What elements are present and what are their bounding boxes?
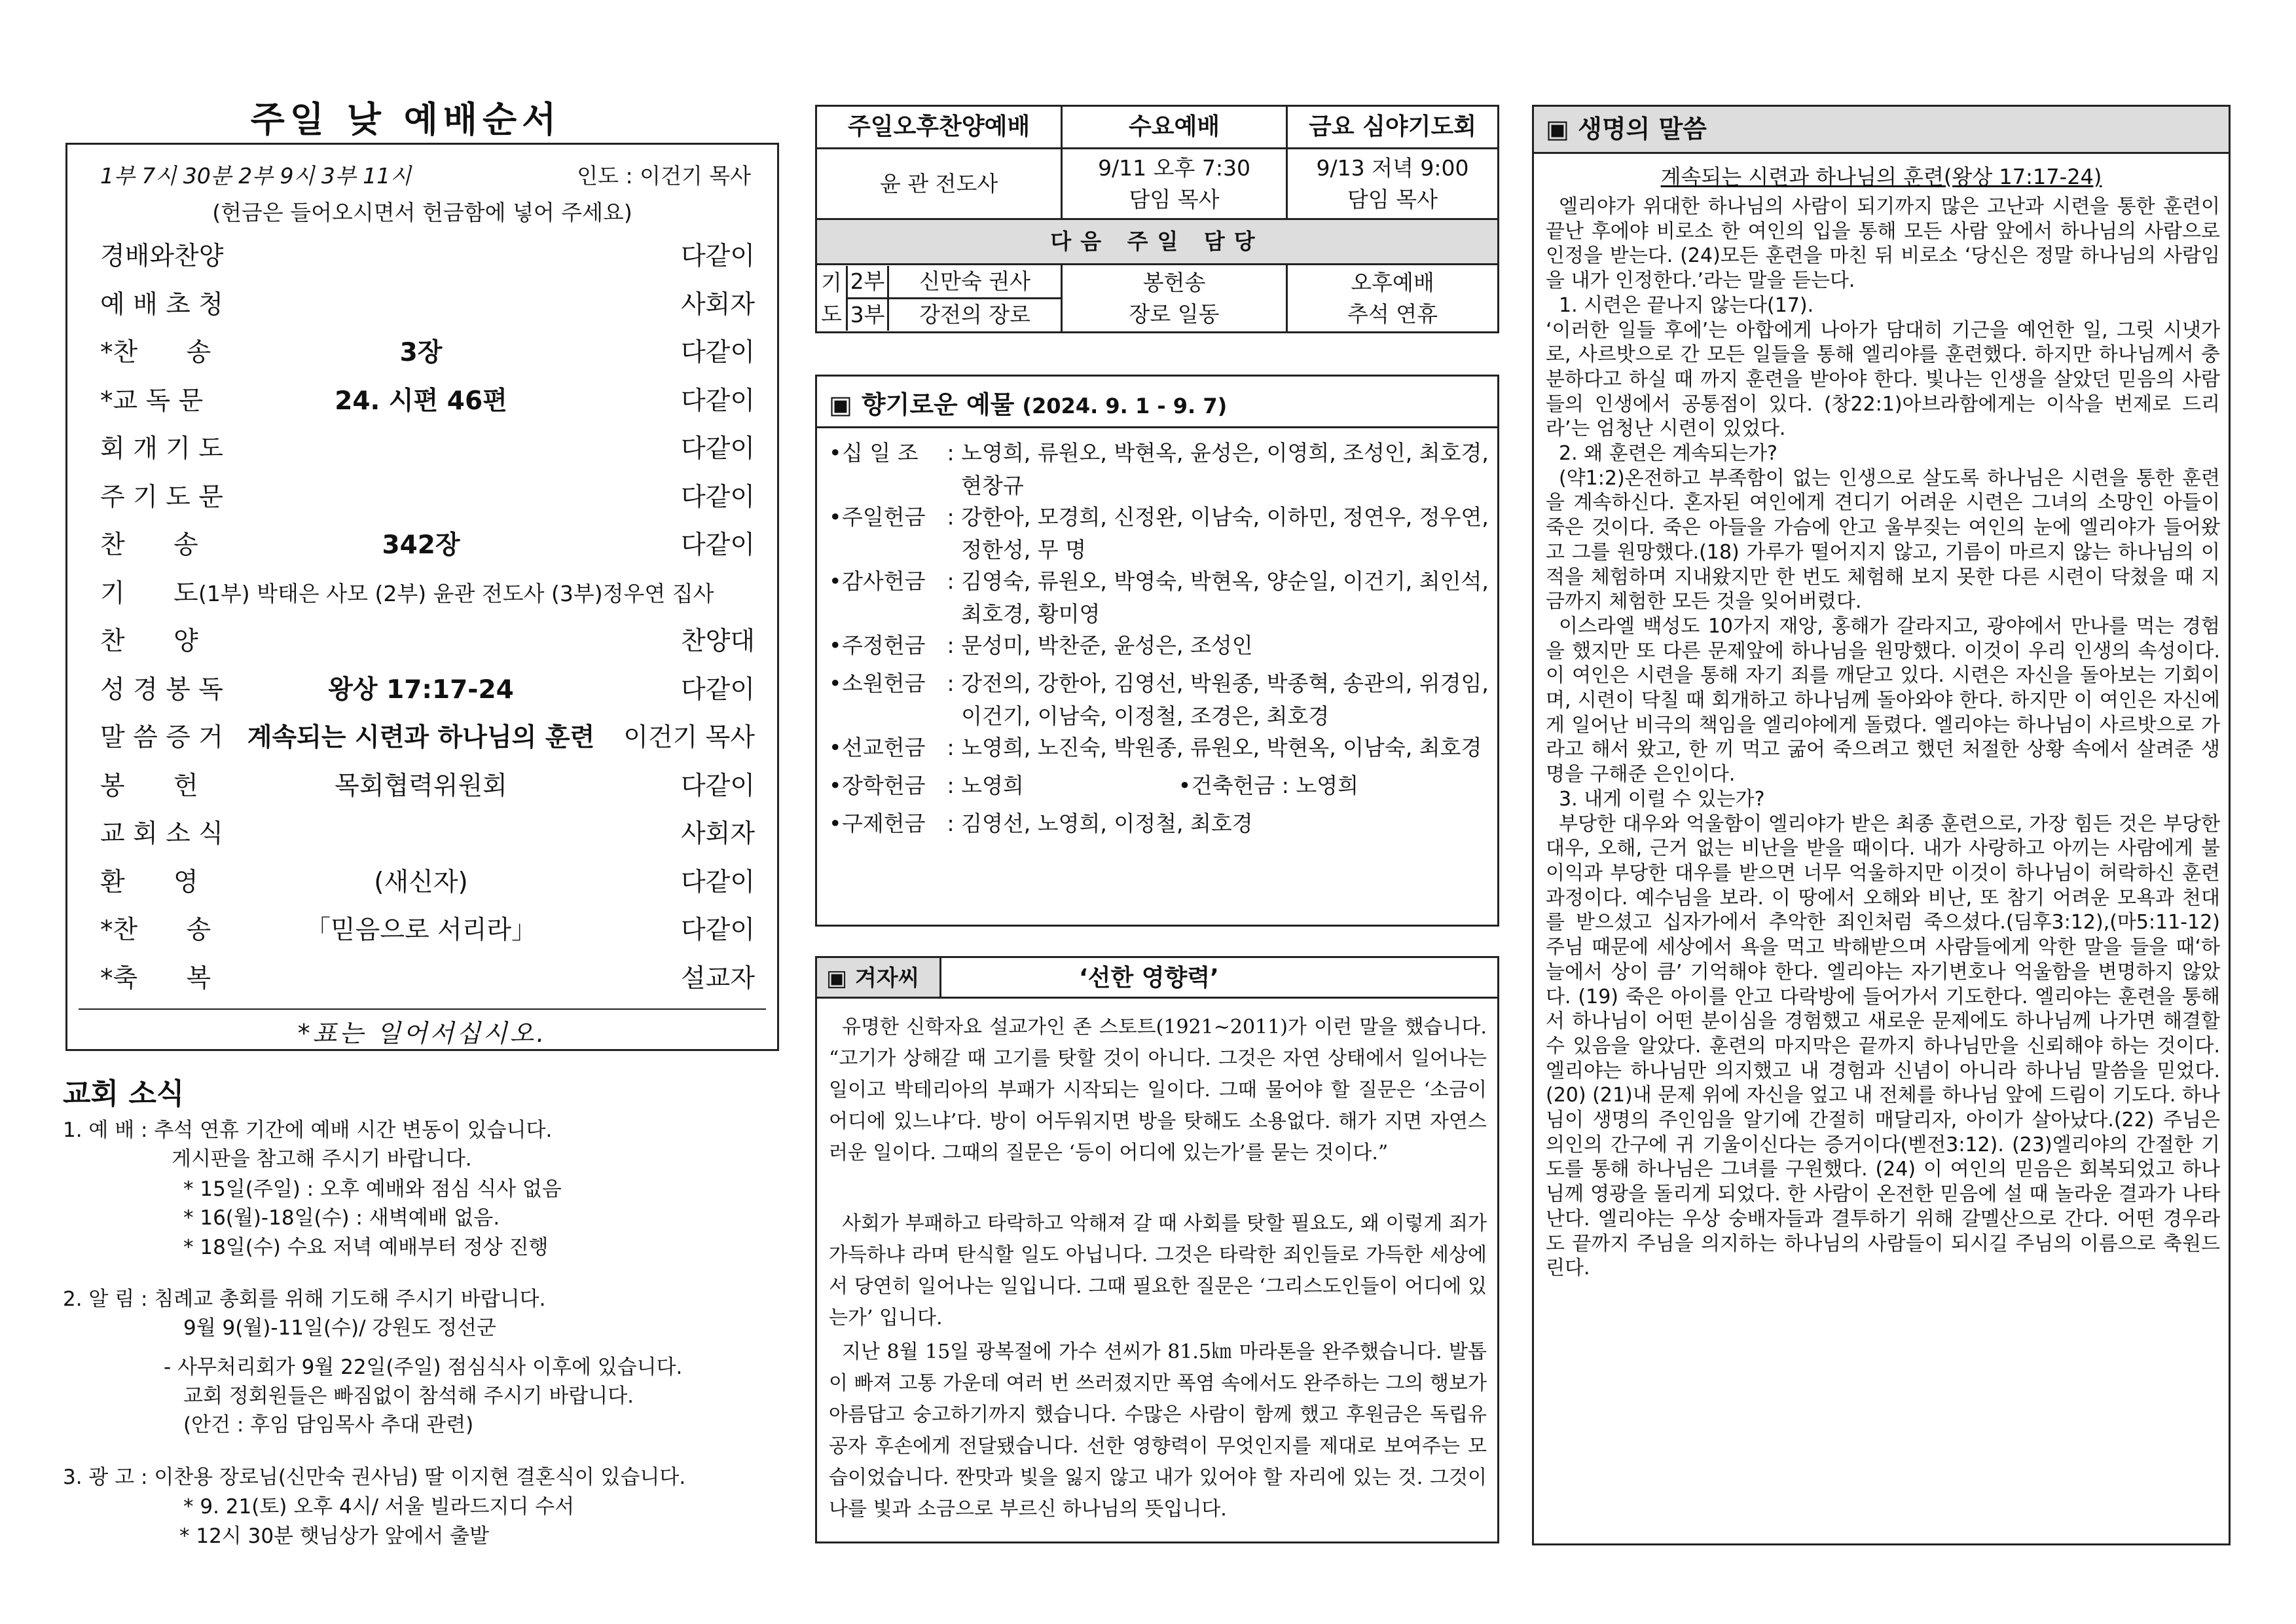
offerings-title: 향기로운 예물 (861, 390, 1015, 419)
sermon-heading (1534, 107, 2229, 154)
order-row (100, 381, 755, 422)
bullet-icon: • (829, 568, 842, 594)
offering-song-role: 봉헌송 장로 일동 (1062, 265, 1287, 333)
sermon-paragraph: 이스라엘 백성도 10가지 재앙, 홍해가 갈라지고, 광야에서 만나를 먹는 경험을 했지만 또 다른 문제앞에 하나님을 원망했다. 이것이 우리 인생의 속성이다. 이 여인은 시련을 통해 자기 죄를 깨닫고 있다. 시련은 자신을 돌아보는 기회이며, 시련이 닥칠 때 회개하고 하나님께 돌아와야 한다. 하지만 이 여인은 자신에게 일어난 비극의 책임을 엘리야에게 돌렸다. 엘리야는 하나님이 사르밧으로 가라고 해서 왔고, 한 끼 먹고 굶어 죽으려고 했던 처절한 상황 속에서 살려준 생명을 구해준 은인이다. (1546, 614, 2220, 786)
news-line: 1. 예 배 : 추석 연휴 기간에 예배 시간 변동이 있습니다. (63, 1118, 553, 1142)
bullet-icon: • (829, 633, 842, 658)
order-item-detail: 24. 시편 46편 (335, 386, 507, 416)
offering-names-line: 정한성, 무 명 (961, 537, 1086, 563)
order-item-label: 성 경 봉 독 (100, 674, 223, 705)
offering-names-line: 현창규 (961, 473, 1024, 498)
order-item-detail: 3장 (399, 338, 443, 367)
offering-names-line: 최호경, 황미영 (961, 601, 1101, 627)
square-icon: ▣ (829, 390, 852, 419)
seed-paragraph-3: 지난 8월 15일 광복절에 가수 션씨가 81.5㎞ 마라톤을 완주했습니다. 발톱이 빠져 고통 가운데 여러 번 쓰러졌지만 폭염 속에서도 완주하는 그의 행보가 아름답고 숭고하기까지 했습니다. 수많은 사람이 함께 했고 후원금은 독립유공자 후손에게 전달됐습니다. 선한 영향력이 무엇인지를 제대로 보여주는 모습이었습니다. 짠맛과 빛을 잃지 않고 내가 있어야 할 자리에 있는 것. 그것이 나를 빛과 소금으로 부르신 하나님의 뜻입니다. (829, 1340, 1487, 1521)
bullet-icon: • (829, 735, 842, 760)
afternoon-service-role: 오후예배 추석 연휴 (1286, 265, 1498, 333)
prayer-assignments (816, 265, 1062, 333)
bullet-icon: • (829, 773, 842, 798)
order-item-role: 다같이 (680, 386, 755, 416)
church-news-title: 교회 소식 (63, 1077, 185, 1111)
order-row (100, 525, 755, 566)
square-icon: ▣ (1546, 115, 1569, 143)
order-row (100, 959, 755, 999)
prayer-person-3: 강전의 장로 (919, 302, 1030, 327)
offering-names-line: 문성미, 박찬준, 윤성은, 조성인 (961, 633, 1253, 658)
order-row (100, 236, 755, 277)
order-row (100, 910, 755, 951)
wednesday-service (1062, 149, 1287, 219)
offering-names-line: 강한아, 모경희, 신정완, 이남숙, 이하민, 정연우, 정우연, (961, 504, 1489, 530)
seed-paragraph-1: 유명한 신학자요 설교가인 존 스토트(1921~2011)가 이런 말을 했습니다. “고기가 상해갈 때 고기를 탓할 것이 아니다. 그것은 자연 상태에서 일어나는 일이고 박테리아의 부패가 시작되는 일이다. 그때 물어야 할 질문은 ‘소금이 어디에 있느냐’다. 방이 어두워지면 방을 탓해도 소용없다. 해가 지면 자연스러운 일이다. 그때의 질문은 ‘등이 어디에 있는가’를 묻는 것이다.” (829, 1016, 1487, 1164)
wednesday-time: 9/11 오후 7:30 (1098, 155, 1251, 181)
order-item-label: 말 씀 증 거 (100, 723, 223, 752)
sermon-box (1532, 105, 2231, 1545)
mustard-seed-box (815, 956, 1499, 1543)
order-item-role: 다같이 (680, 915, 755, 945)
news-line: * 18일(수) 수요 저녁 예배부터 정상 진행 (183, 1236, 549, 1259)
offering-label: 장학헌금 (842, 773, 926, 798)
offering-names (961, 501, 1489, 566)
next-week-title: 다음 주일 담당 (816, 219, 1499, 265)
offering-label: 주정헌금 (842, 633, 926, 658)
offering-names-line: 노영희, 류원오, 박현옥, 윤성은, 이영희, 조성인, 최호경, (961, 440, 1489, 466)
order-item-detail: 왕상 17:17-24 (328, 674, 514, 705)
news-line: 2. 알 림 : 침례교 총회를 위해 기도해 주시기 바랍니다. (63, 1287, 546, 1311)
offering-row: •소원헌금 : 강전의, 강한아, 김영선, 박원종, 박종혁, 송관의, 위경임, 이건기, 이남숙, 이정철, 조경은, 최호경 (829, 667, 1489, 733)
order-item-role: 다같이 (680, 242, 755, 271)
prayer-person-2: 신만숙 권사 (888, 266, 1061, 299)
sermon-paragraph: 부당한 대우와 억울함이 엘리야가 받은 최종 훈련으로, 가장 힘든 것은 부당한 대우, 오해, 근거 없는 비난을 받을 때이다. 내가 사랑하고 아끼는 사람에게 불이익과 부당한 대우를 받으면 너무 억울하지만 이것이 하나님이 허락하신 훈련 과정이다. 예수님을 보라. 이 땅에서 오해와 비난, 또 참기 어려운 모욕과 천대를 받으셨고 십자가에서 추악한 죄인처럼 죽으셨다.(딤후3:12),(마5:11-12) 주님 때문에 세상에서 욕을 먹고 박해받으며 사람들에게 악한 말을 들을 때‘하늘에서 상이 큼’ 기억해야 한다. 엘리야는 자기변호나 억울함을 변명하지 않았다. (19) 죽은 아이를 안고 다락방에 들어가서 기도한다. 엘리야는 훈련을 통해서 하나님이 어떤 분이심을 경험했고 새로운 문제에도 하나님께 나가면 해결할 수 있음을 알았다. 훈련의 마지막은 끝까지 하나님만을 신뢰해야 하는 것이다. 엘리야는 하나님만 의지했고 내 경험과 신념이 아니라 하나님 말씀을 믿었다.(20) (21)내 문제 위에 자신을 엎고 내 전체를 하나님 앞에 드림이 기도다. 하나님이 생명의 주인임을 알기에 간절히 매달리자, 아이가 살아났다.(22) 주님은 의인의 간구에 귀 기울이신다는 증거이다(벧전3:12). (23)엘리야의 간절한 기도를 통해 하나님은 그녀를 구원했다. (24) 이 여인의 믿음은 회복되었고 하나님께 영광을 돌리게 되었다. 한 사람이 온전한 믿음에 설 때 놀라운 결과가 나타난다. 엘리야는 우상 숭배자들과 결투하기 위해 갈멜산으로 간다. 어떤 경우라도 끝까지 주님을 의지하는 하나님의 사람들이 되시길 주님의 이름으로 축원드린다. (1546, 812, 2220, 1280)
order-item-role: 다같이 (680, 867, 755, 897)
order-row (100, 574, 755, 614)
order-item-role: 사회자 (680, 289, 755, 320)
offering-names-line: 노영희 (961, 773, 1024, 798)
offering-label: 선교헌금 (842, 735, 926, 760)
offering-row: •십 일 조 : 노영희, 류원오, 박현옥, 윤성은, 이영희, 조성인, 최호경, 현창규 (829, 437, 1489, 502)
offering-label: 감사헌금 (842, 568, 926, 594)
offering-names-line: 이건기, 이남숙, 이정철, 조경은, 최호경 (961, 703, 1330, 729)
header-sunday-afternoon: 주일오후찬양예배 (816, 106, 1062, 149)
news-line: * 12시 30분 햇님상가 앞에서 출발 (179, 1524, 490, 1548)
order-item-role: 사회자 (680, 819, 755, 849)
offering-names (961, 807, 1252, 840)
order-item-label: 경배와찬양 (100, 242, 224, 271)
mustard-seed-title: ‘선한 영향력’ (1079, 965, 1219, 991)
bullet-icon: • (829, 671, 842, 696)
news-line: 교회 정회원들은 빠짐없이 참석해 주시기 바랍니다. (183, 1384, 634, 1408)
prayer-part-2: 2부 (847, 266, 888, 299)
service-times: 1부 7시 30분 2부 9시 3부 11시 (100, 163, 412, 189)
offering-names-line: 김영선, 노영희, 이정철, 최호경 (961, 811, 1253, 836)
order-row (100, 766, 755, 807)
order-item-role: 이건기 목사 (623, 723, 755, 752)
sermon-paragraph: (약1:2)온전하고 부족함이 없는 인생으로 살도록 하나님은 시련을 통한 훈련을 계속하신다. 혼자된 여인에게 견디기 어려운 시련은 그녀의 소망인 아들이 죽은 것이다. 죽은 아들을 가슴에 안고 울부짖는 여인의 눈에 엘리야가 들어왔고 그를 원망했다.(18) 가루가 떨어지지 않고, 기름이 마르지 않는 하나님의 이적을 체험하며 지내왔지만 한 번도 체험해 보지 못한 다른 시련이 닥쳤을 때 지금까지 체험한 모든 것을 잊어버렸다. (1546, 466, 2220, 614)
offering-label: 구제헌금 (842, 811, 926, 836)
order-item-label: 봉 헌 (100, 771, 198, 801)
order-item-label: 찬 송 (100, 530, 198, 560)
building-offering-names: 노영희 (1296, 773, 1359, 798)
news-line: * 16(월)-18일(수) : 새벽예배 없음. (183, 1206, 500, 1230)
order-item-detail: 「믿음으로 서리라」 (304, 915, 538, 945)
order-row (100, 429, 755, 470)
order-item-role: 다같이 (680, 434, 755, 464)
order-divider (79, 1008, 766, 1010)
order-item-label: 주 기 도 문 (100, 482, 223, 512)
offering-names (961, 629, 1252, 662)
sermon-body (1546, 194, 2220, 1281)
bullet-icon: • (1178, 773, 1192, 798)
sermon-paragraph: 엘리야가 위대한 하나님의 사람이 되기까지 많은 고난과 시련을 통한 훈련이 끝난 후에야 비로소 한 여인의 입을 통해 모든 사람 앞에서 하나님의 사람으로 인정을 받는다. (24)모든 훈련을 마친 뒤 비로소 ‘당신은 정말 하나님의 사람임을 내가 인정한다.’라는 말을 듣는다. (1546, 195, 2220, 293)
offering-label: 주일헌금 (842, 504, 926, 530)
order-item-role: 다같이 (680, 338, 755, 367)
order-item-label: *찬 송 (100, 338, 211, 367)
order-item-label: 기 도 (100, 578, 198, 608)
bullet-icon: • (829, 504, 842, 530)
order-item-role: 다같이 (680, 674, 755, 705)
worship-order-box (65, 143, 779, 1051)
mustard-seed-divider (941, 997, 1499, 999)
offerings-heading (829, 384, 1227, 420)
offering-names-line: 강전의, 강한아, 김영선, 박원종, 박종혁, 송관의, 위경임, (961, 671, 1489, 696)
order-row (100, 285, 755, 325)
prayer-part-3: 3부 (847, 299, 888, 331)
news-line: 9월 9(월)-11일(수)/ 강원도 정선군 (183, 1316, 496, 1340)
offering-names (961, 769, 1024, 802)
order-title: 주일 낮 예배순서 (250, 99, 562, 140)
news-line: - 사무처리회가 9월 22일(주일) 점심식사 이후에 있습니다. (164, 1356, 683, 1379)
order-item-label: 환 영 (100, 867, 198, 897)
sermon-point-heading: 1. 시련은 끝나지 않는다(17). (1559, 293, 1814, 317)
news-line: * 9. 21(토) 오후 4시/ 서울 빌라드지디 수서 (183, 1495, 575, 1519)
order-row (100, 621, 755, 662)
bullet-icon: • (829, 811, 842, 836)
services-table (815, 105, 1499, 333)
offering-label: 소원헌금 (842, 671, 926, 696)
sermon-point-heading: 3. 내게 이럴 수 있는가? (1559, 787, 1765, 811)
news-line: * 15일(주일) : 오후 예배와 점심 식사 없음 (183, 1177, 562, 1201)
offering-note: (헌금은 들어오시면서 헌금함에 넣어 주세요) (212, 200, 632, 225)
mustard-seed-tag: ▣ 겨자씨 (817, 958, 941, 999)
order-item-role: 다같이 (680, 530, 755, 560)
offering-row: •선교헌금 : 노영희, 노진숙, 박원종, 류원오, 박현옥, 이남숙, 최호경 (829, 731, 1482, 764)
offering-label: 십 일 조 (842, 440, 919, 466)
order-item-label: *교 독 문 (100, 386, 204, 416)
order-item-detail: 목회협력위원회 (335, 771, 507, 801)
offering-row: •장학헌금 : 노영희 •건축헌금 : 노영희 (829, 769, 1358, 802)
bullet-icon: • (829, 440, 842, 466)
offering-names (961, 437, 1489, 502)
sermon-point-heading: 2. 왜 훈련은 계속되는가? (1559, 442, 1777, 466)
order-item-role: 다같이 (680, 771, 755, 801)
prayer-label: 기 도 (817, 266, 847, 331)
order-item-detail: (1부) 박태은 사모 (2부) 윤관 전도사 (3부)정우연 집사 (198, 580, 714, 606)
offering-names-line: 노영희, 노진숙, 박원종, 류원오, 박현옥, 이남숙, 최호경 (961, 735, 1482, 760)
offerings-date: (2024. 9. 1 - 9. 7) (1022, 394, 1228, 418)
order-item-label: 찬 양 (100, 627, 198, 656)
order-row (100, 814, 755, 855)
order-item-role: 다같이 (680, 482, 755, 512)
order-item-role: 찬양대 (680, 627, 755, 656)
seed-paragraph-2: 사회가 부패하고 타락하고 악해져 갈 때 사회를 탓할 필요도, 왜 이렇게 죄가 가득하냐 라며 탄식할 일도 아닙니다. 그것은 타락한 죄인들로 가득한 세상에서 당연히 일어나는 일입니다. 그때 필요한 질문은 ‘그리스도인들이 어디에 있는가’ 입니다. (829, 1212, 1487, 1329)
order-item-detail: 계속되는 시련과 하나님의 훈련 (247, 723, 595, 752)
worship-leader: 인도 : 이건기 목사 (577, 163, 751, 189)
offering-names (961, 667, 1489, 733)
offerings-box (815, 375, 1499, 927)
header-wednesday: 수요예배 (1062, 106, 1287, 149)
news-line: 3. 광 고 : 이찬용 장로님(신만숙 권사님) 딸 이지현 결혼식이 있습니다. (63, 1466, 686, 1489)
order-item-label: *축 복 (100, 963, 211, 993)
order-row (100, 862, 755, 903)
offerings-divider (817, 426, 1497, 428)
order-item-label: 회 개 기 도 (100, 434, 223, 464)
sermon-paragraph: ‘이러한 일들 후에’는 아합에게 나아가 담대히 기근을 예언한 일, 그릿 시냇가로, 사르밧으로 간 모든 일들을 통해 엘리야를 훈련했다. 하지만 하나님께서 충분하다고 하실 때 까지 훈련을 받아야 한다. 빛나는 인생을 살았던 믿음의 사람들의 인생에서 공통점이 있다. (창22:1)아브라함에게는 이삭을 번제로 드리라’는 엄청난 시련이 있었다. (1546, 318, 2220, 441)
order-item-detail: 342장 (382, 530, 460, 560)
friday-service (1286, 149, 1498, 219)
offering-names (961, 565, 1489, 631)
order-row (100, 670, 755, 710)
offering-row: •감사헌금 : 김영숙, 류원오, 박영숙, 박현옥, 양순일, 이건기, 최인석, 최호경, 황미영 (829, 565, 1489, 631)
building-offering-label: 건축헌금 (1191, 773, 1275, 798)
stand-note: *표는 일어서십시오. (297, 1019, 547, 1048)
order-item-role: 설교자 (680, 963, 755, 993)
news-line: (안건 : 후임 담임목사 추대 관련) (183, 1413, 474, 1437)
header-friday: 금요 심야기도회 (1286, 106, 1498, 149)
order-row (100, 718, 755, 758)
offering-row: •주정헌금 : 문성미, 박찬준, 윤성은, 조성인 (829, 629, 1253, 662)
order-row (100, 333, 755, 373)
order-item-detail: (새신자) (374, 867, 468, 897)
news-line: 게시판을 참고해 주시기 바랍니다. (172, 1147, 472, 1171)
sermon-subtitle-wrap (1534, 160, 2229, 191)
friday-time: 9/13 저녁 9:00 (1316, 155, 1469, 181)
friday-leader: 담임 목사 (1347, 186, 1438, 212)
order-item-label: 예 배 초 청 (100, 289, 223, 320)
sermon-title: 생명의 말씀 (1578, 115, 1707, 143)
order-row (100, 477, 755, 518)
order-item-label: 교 회 소 식 (100, 819, 223, 849)
offering-row: •구제헌금 : 김영선, 노영희, 이정철, 최호경 (829, 807, 1253, 840)
sermon-subtitle: 계속되는 시련과 하나님의 훈련(왕상 17:17-24) (1660, 164, 2102, 189)
wednesday-leader: 담임 목사 (1129, 186, 1220, 212)
sunday-afternoon-leader: 윤 관 전도사 (816, 149, 1062, 219)
offering-row: •주일헌금 : 강한아, 모경희, 신정완, 이남숙, 이하민, 정연우, 정우연, 정한성, 무 명 (829, 501, 1489, 566)
offering-names-line: 김영숙, 류원오, 박영숙, 박현옥, 양순일, 이건기, 최인석, (961, 568, 1489, 594)
offering-names (961, 731, 1482, 764)
order-item-label: *찬 송 (100, 915, 211, 945)
